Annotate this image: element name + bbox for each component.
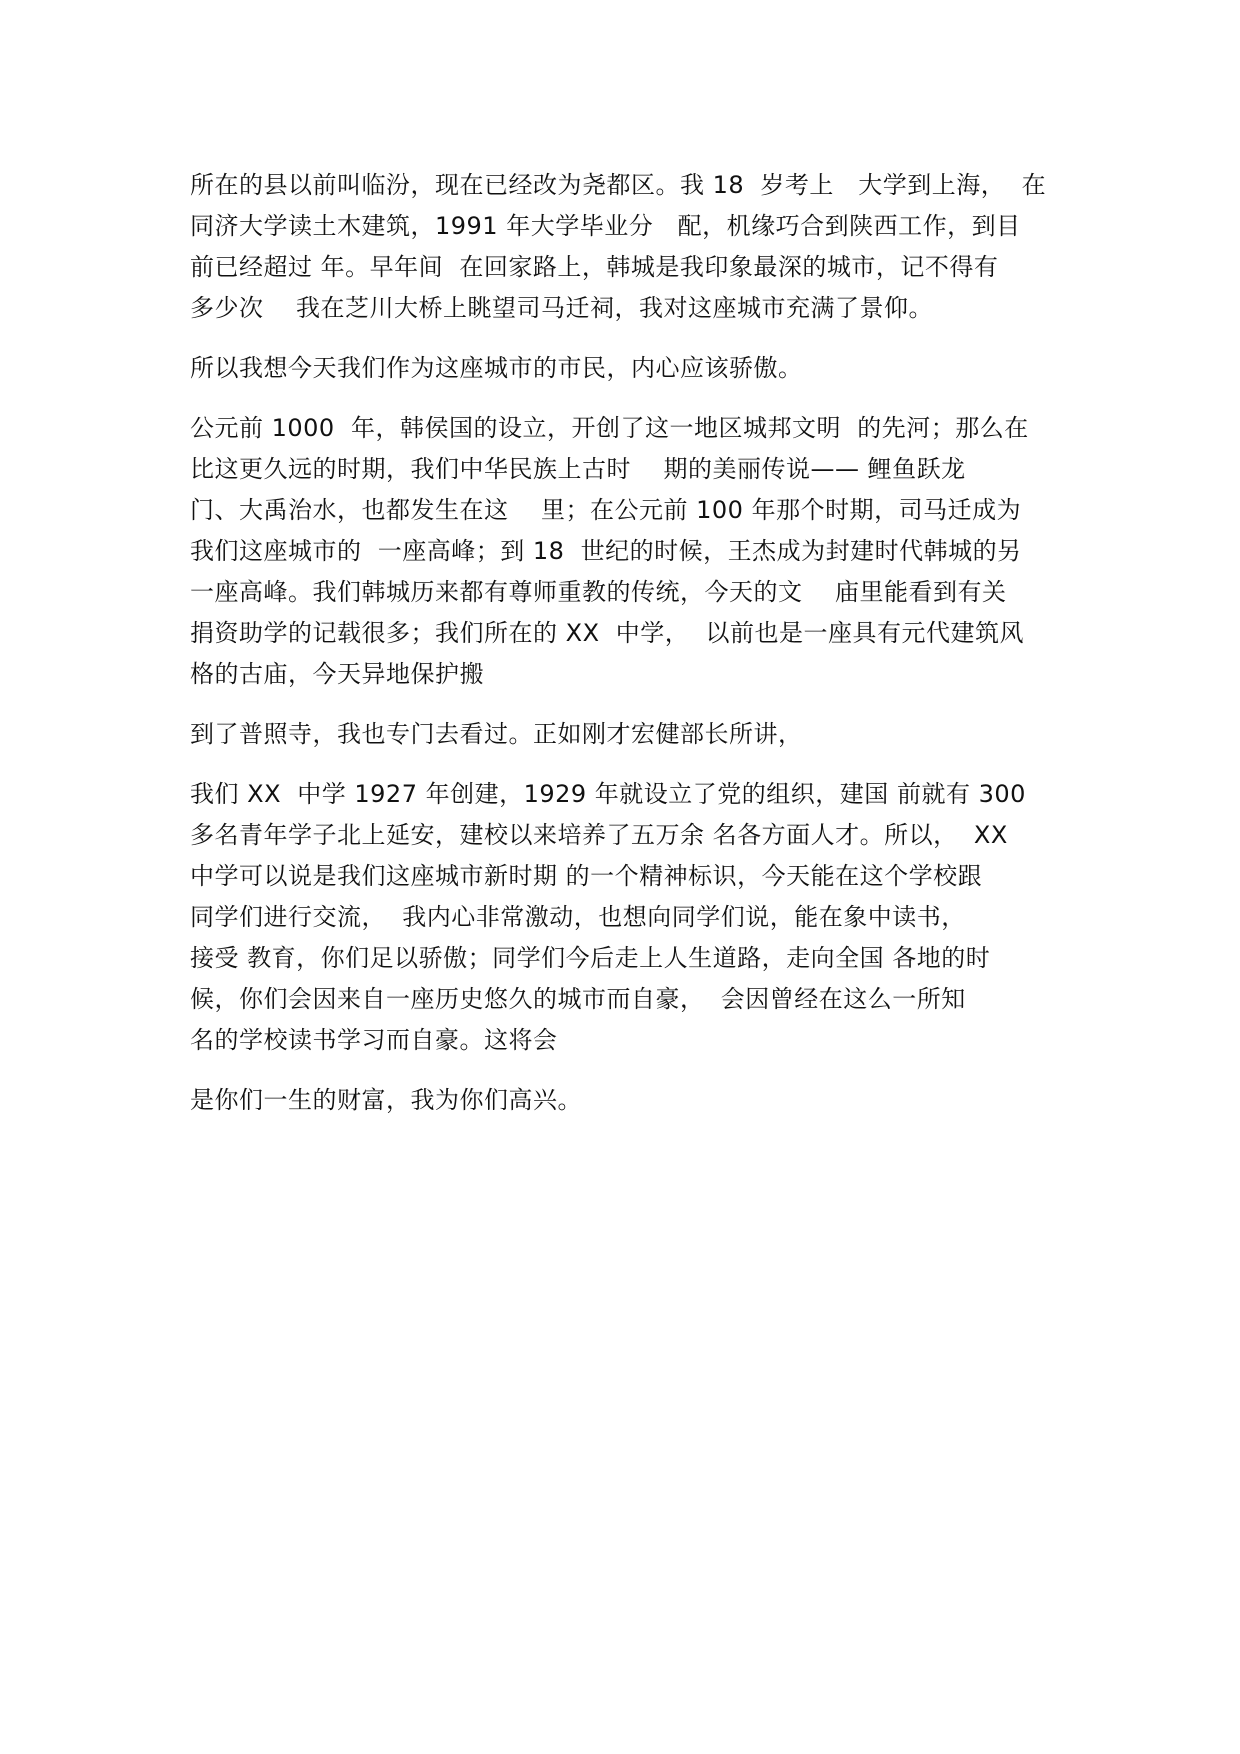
text-line: 多名青年学子北上延安，建校以来培养了五万余 名各方面人才。所以， XX xyxy=(190,821,1008,849)
text-line: 所以我想今天我们作为这座城市的市民，内心应该骄傲。 xyxy=(190,354,803,382)
text-line: 到了普照寺，我也专门去看过。正如刚才宏健部长所讲， xyxy=(190,720,803,748)
text-line: 我们 XX 中学 1927 年创建，1929 年就设立了党的组织，建国 前就有 300 xyxy=(190,780,1026,808)
text-line: 捐资助学的记载很多；我们所在的 XX 中学， 以前也是一座具有元代建筑风 xyxy=(190,619,1025,647)
text-line: 格的古庙，今天异地保护搬 xyxy=(190,660,484,688)
paragraph-school xyxy=(190,774,1090,1061)
text-line: 候，你们会因来自一座历史悠久的城市而自豪， 会因曾经在这么一所知 xyxy=(190,985,966,1013)
text-line: 前已经超过 年。早年间 在回家路上，韩城是我印象最深的城市，记不得有 xyxy=(190,253,999,281)
paragraph-intro xyxy=(190,165,1090,329)
text-line: 接受 教育，你们足以骄傲；同学们今后走上人生道路，走向全国 各地的时 xyxy=(190,944,991,972)
paragraph-pride xyxy=(190,348,1090,389)
text-line: 所在的县以前叫临汾，现在已经改为尧都区。我 18 岁考上 大学到上海， 在 xyxy=(190,171,1047,199)
text-line: 同济大学读土木建筑，1991 年大学毕业分 配，机缘巧合到陕西工作，到目 xyxy=(190,212,1021,240)
paragraph-history xyxy=(190,408,1090,695)
text-line: 门、大禹治水，也都发生在这 里；在公元前 100 年那个时期，司马迁成为 xyxy=(190,496,1022,524)
paragraph-closing xyxy=(190,1080,1090,1121)
text-line: 中学可以说是我们这座城市新时期 的一个精神标识，今天能在这个学校跟 xyxy=(190,862,983,890)
text-line: 同学们进行交流， 我内心非常激动，也想向同学们说，能在象中读书， xyxy=(190,903,966,931)
document-body xyxy=(190,165,1090,1121)
text-line: 多少次 我在芝川大桥上眺望司马迁祠，我对这座城市充满了景仰。 xyxy=(190,294,934,322)
text-line: 公元前 1000 年，韩侯国的设立，开创了这一地区城邦文明 的先河；那么在 xyxy=(190,414,1029,442)
text-line: 我们这座城市的 一座高峰；到 18 世纪的时候，王杰成为封建时代韩城的另 xyxy=(190,537,1022,565)
text-line: 是你们一生的财富，我为你们高兴。 xyxy=(190,1086,582,1114)
text-line: 比这更久远的时期，我们中华民族上古时 期的美丽传说—— 鲤鱼跃龙 xyxy=(190,455,966,483)
text-line: 名的学校读书学习而自豪。这将会 xyxy=(190,1026,558,1054)
paragraph-temple xyxy=(190,714,1090,755)
text-line: 一座高峰。我们韩城历来都有尊师重教的传统，今天的文 庙里能看到有关 xyxy=(190,578,1007,606)
